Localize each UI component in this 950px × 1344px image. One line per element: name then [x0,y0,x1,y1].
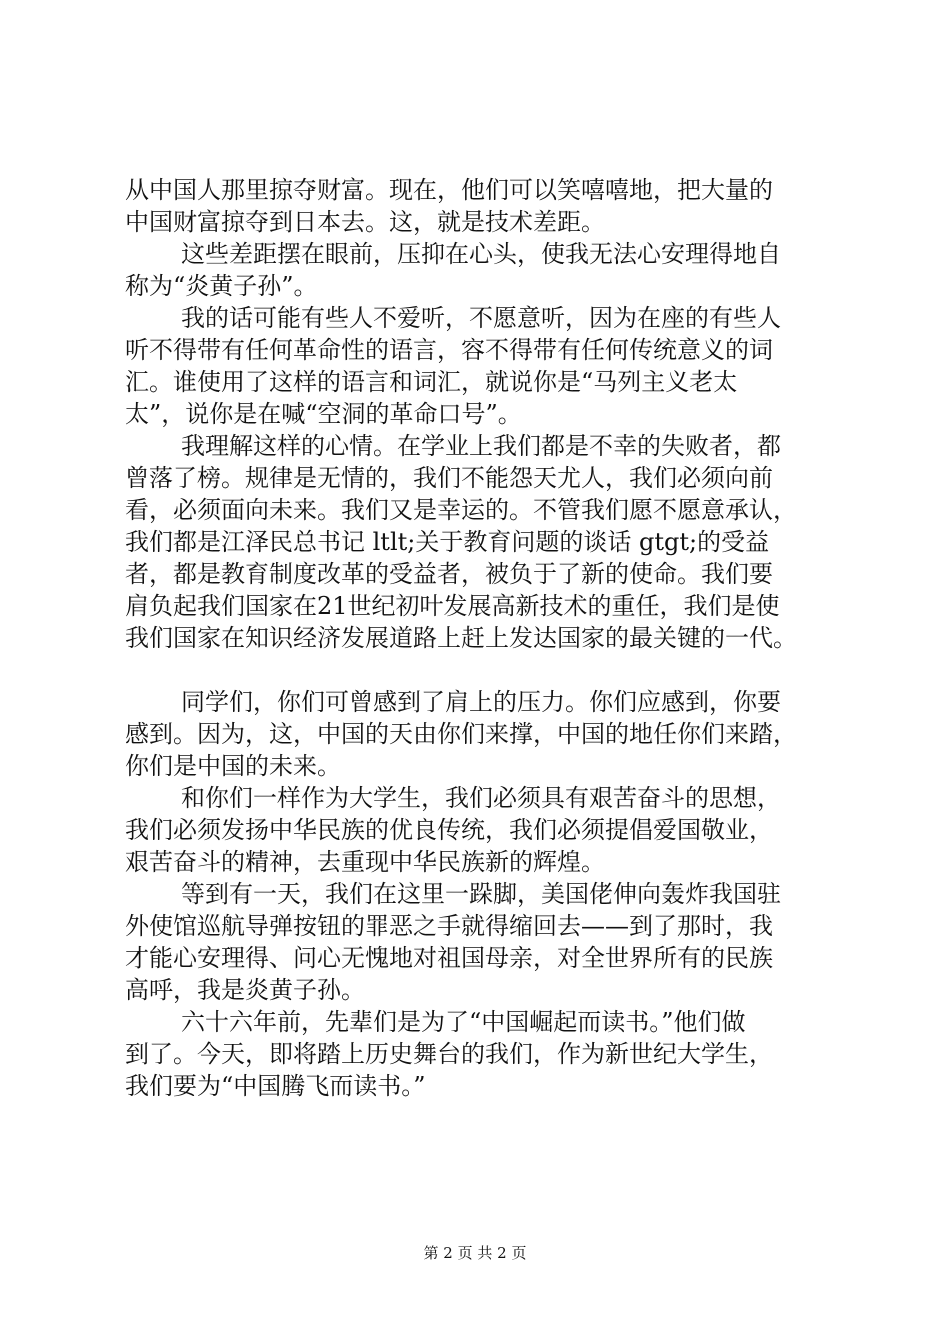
text-line: 看，必须面向未来。我们又是幸运的。不管我们愿不愿意承认， [125,496,797,524]
text-line: 听不得带有任何革命性的语言，容不得带有任何传统意义的词 [125,336,773,364]
text-line: 我理解这样的心情。在学业上我们都是不幸的失败者，都 [181,432,781,460]
paragraph-gap [125,654,845,686]
text-line: 肩负起我们国家在21世纪初叶发展高新技术的重任，我们是使 [125,592,780,620]
text-line: 从中国人那里掠夺财富。现在，他们可以笑嘻嘻地，把大量的 [125,176,773,204]
text-line: 等到有一天，我们在这里一跺脚，美国佬伸向轰炸我国驻 [181,880,781,908]
text-line: 这些差距摆在眼前，压抑在心头，使我无法心安理得地自 [181,240,781,268]
text-line: 艰苦奋斗的精神，去重现中华民族新的辉煌。 [125,848,605,876]
text-line: 外使馆巡航导弹按钮的罪恶之手就得缩回去——到了那时，我 [125,912,773,940]
text-line: 感到。因为，这，中国的天由你们来撑，中国的地任你们来踏， [125,720,797,748]
text-line: 太”，说你是在喊“空洞的革命口号”。 [125,400,522,428]
text-line: 我们都是江泽民总书记 ltlt;关于教育问题的谈话 gtgt;的受益 [125,528,770,556]
text-line: 到了。今天，即将踏上历史舞台的我们，作为新世纪大学生， [125,1040,773,1068]
text-line: 你们是中国的未来。 [125,752,341,780]
text-line: 才能心安理得、问心无愧地对祖国母亲，对全世界所有的民族 [125,944,773,972]
text-line: 同学们，你们可曾感到了肩上的压力。你们应感到，你要 [181,688,781,716]
text-line: 曾落了榜。规律是无情的，我们不能怨天尤人，我们必须向前 [125,464,773,492]
page-footer: 第 2 页 共 2 页 [423,1244,527,1262]
text-line: 和你们一样作为大学生，我们必须具有艰苦奋斗的思想， [181,784,781,812]
text-line: 六十六年前，先辈们是为了“中国崛起而读书。”他们做 [181,1008,746,1036]
text-line: 汇。谁使用了这样的语言和词汇，就说你是“马列主义老太 [125,368,738,396]
text-line: 者，都是教育制度改革的受益者，被负于了新的使命。我们要 [125,560,773,588]
text-line: 中国财富掠夺到日本去。这，就是技术差距。 [125,208,605,236]
text-line: 称为“炎黄子孙”。 [125,272,318,300]
text-line: 我们必须发扬中华民族的优良传统，我们必须提倡爱国敬业， [125,816,773,844]
text-line: 我的话可能有些人不爱听，不愿意听，因为在座的有些人 [181,304,781,332]
text-line: 我们国家在知识经济发展道路上赶上发达国家的最关键的一代。 [125,624,797,652]
text-line: 高呼，我是炎黄子孙。 [125,976,365,1004]
text-line: 我们要为“中国腾飞而读书。” [125,1072,426,1100]
document-body [125,174,845,1102]
